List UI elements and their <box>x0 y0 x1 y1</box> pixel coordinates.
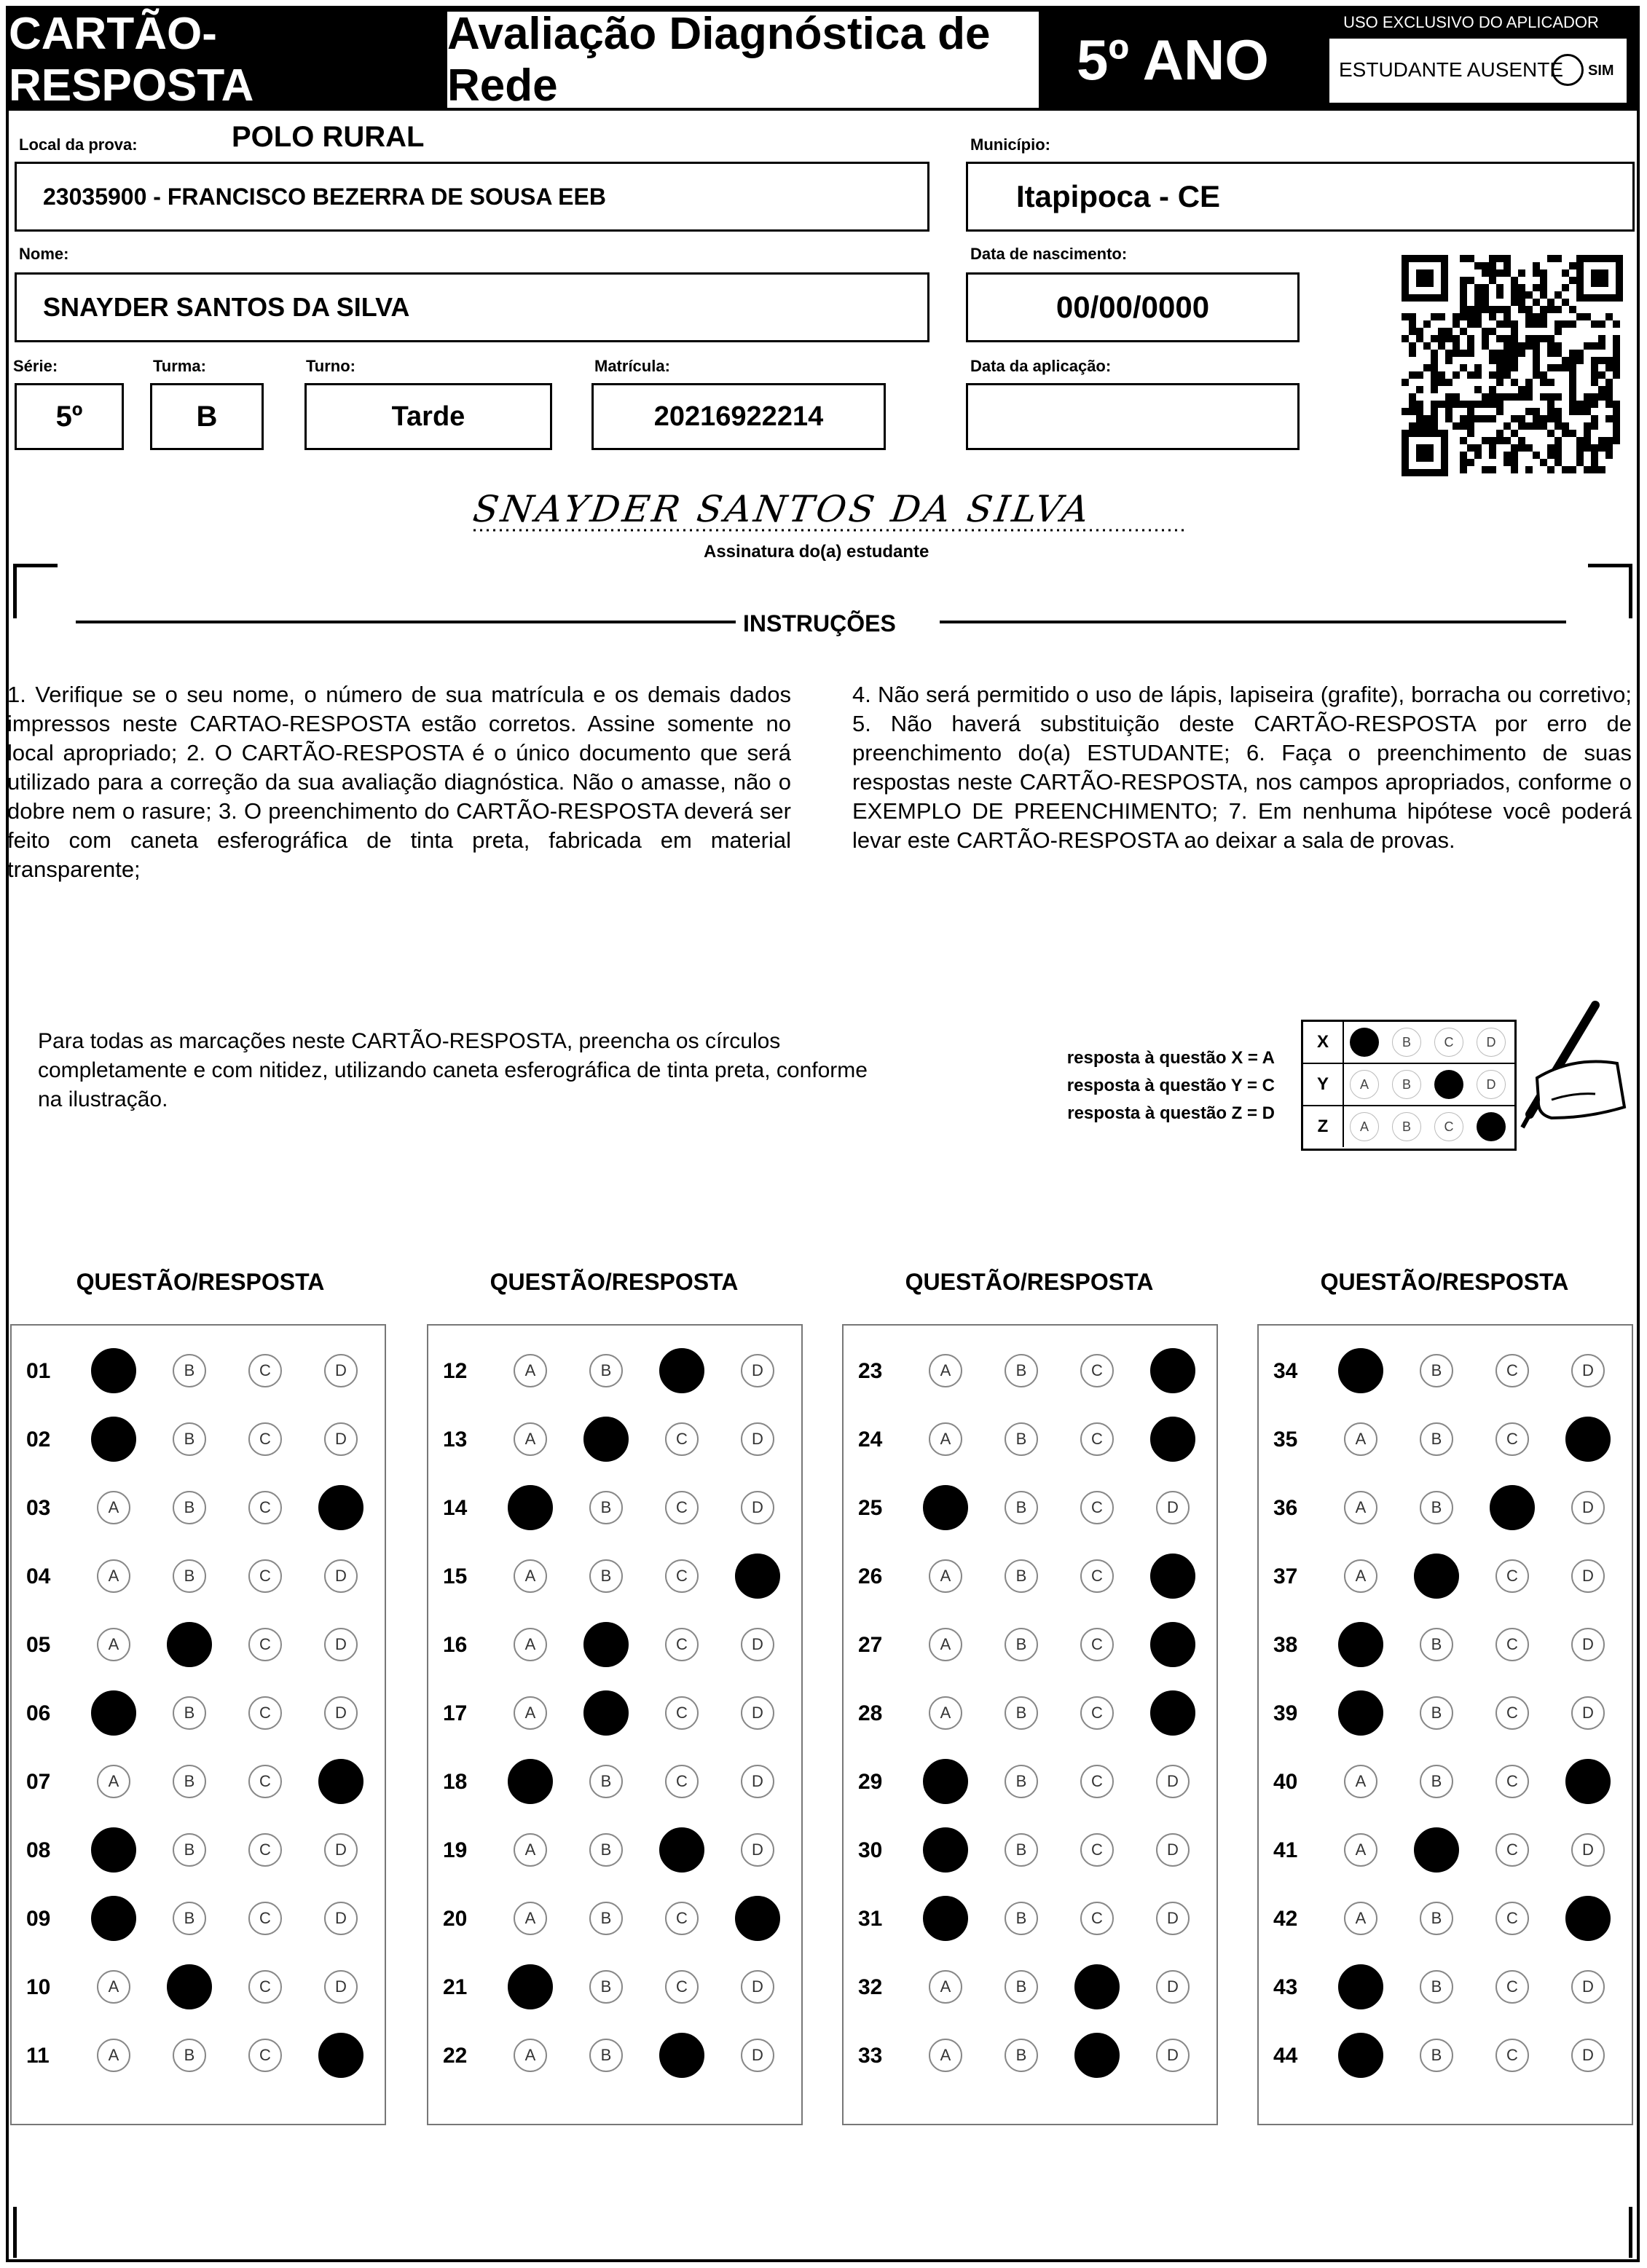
instructions-title: INSTRUÇÕES <box>743 610 896 637</box>
example-bubble-b: B <box>1392 1028 1421 1057</box>
answer-bubble-c[interactable]: C <box>1080 1833 1114 1867</box>
answer-bubble-d[interactable]: D <box>324 1696 358 1730</box>
question-number: 37 <box>1273 1564 1298 1588</box>
answer-bubble-c[interactable]: C <box>1080 1422 1114 1456</box>
answer-bubble-c[interactable]: C <box>1495 2039 1529 2072</box>
answer-bubble-c[interactable]: C <box>1495 1354 1529 1387</box>
answer-bubble-c[interactable]: C <box>1495 1765 1529 1798</box>
answer-bubble-b[interactable]: B <box>589 1970 623 2004</box>
example-line-y: resposta à questão Y = C <box>1066 1076 1275 1095</box>
corner-bracket-br <box>1588 2207 1632 2258</box>
answer-bubble-c[interactable]: C <box>248 1559 282 1593</box>
answer-bubble-a[interactable]: A <box>1344 1491 1377 1524</box>
applicator-label: USO EXCLUSIVO DO APLICADOR <box>1343 13 1599 31</box>
class-label: Turma: <box>153 357 206 375</box>
qr-finder-tr <box>1576 255 1623 302</box>
answer-bubble-c[interactable]: C <box>248 1422 282 1456</box>
example-bubble-c: C <box>1434 1028 1463 1057</box>
answer-bubble-d[interactable]: D <box>1571 1491 1605 1524</box>
example-row <box>1303 1106 1514 1149</box>
answer-bubble-a[interactable] <box>1338 1348 1383 1393</box>
answer-bubble-d[interactable]: D <box>741 1833 774 1867</box>
question-number: 21 <box>443 1975 468 1999</box>
answer-bubble-d[interactable]: D <box>324 1970 358 2004</box>
answer-bubble-b[interactable]: B <box>1420 1970 1453 2004</box>
answer-bubble-c[interactable]: C <box>248 1696 282 1730</box>
absent-label: ESTUDANTE AUSENTE <box>1339 58 1564 81</box>
answer-bubble-a[interactable]: A <box>514 1559 547 1593</box>
example-row <box>1303 1022 1514 1064</box>
example-row-label: Z <box>1303 1106 1344 1147</box>
answer-bubble-a[interactable]: A <box>97 1628 130 1661</box>
answer-bubble-a[interactable]: A <box>929 1970 962 2004</box>
answer-bubble-d[interactable] <box>1565 1896 1611 1941</box>
answer-bubble-b[interactable]: B <box>1420 1696 1453 1730</box>
answer-bubble-d[interactable]: D <box>1156 1970 1190 2004</box>
grade-label: 5º ANO <box>1042 9 1304 111</box>
answer-bubble-c[interactable] <box>1074 2033 1120 2078</box>
answer-bubble-d[interactable]: D <box>1156 1765 1190 1798</box>
answer-bubble-d[interactable] <box>1150 1417 1195 1462</box>
answer-bubble-a[interactable] <box>923 1896 968 1941</box>
example-bubble-d: D <box>1477 1070 1506 1099</box>
answer-bubble-a[interactable] <box>1338 1622 1383 1667</box>
answer-bubble-d[interactable] <box>1150 1554 1195 1599</box>
answer-bubble-b[interactable]: B <box>1420 1628 1453 1661</box>
answer-bubble-a[interactable]: A <box>514 1354 547 1387</box>
answer-bubble-d[interactable]: D <box>324 1833 358 1867</box>
answer-bubble-a[interactable]: A <box>97 1559 130 1593</box>
series-value: 5º <box>55 400 83 433</box>
answer-bubble-b[interactable] <box>583 1622 629 1667</box>
apply-field <box>966 383 1300 450</box>
question-number: 44 <box>1273 2044 1298 2068</box>
answer-bubble-b[interactable]: B <box>1005 1628 1038 1661</box>
answer-bubble-d[interactable] <box>1150 1348 1195 1393</box>
answer-bubble-b[interactable] <box>583 1417 629 1462</box>
question-number: 17 <box>443 1701 468 1725</box>
answer-bubble-a[interactable]: A <box>1344 1559 1377 1593</box>
absent-yes: SIM <box>1588 63 1614 79</box>
enroll-value: 20216922214 <box>653 401 824 432</box>
school-field <box>15 162 929 232</box>
answer-bubble-c[interactable]: C <box>1080 1765 1114 1798</box>
question-number: 02 <box>26 1428 51 1452</box>
answer-bubble-b[interactable]: B <box>173 1765 206 1798</box>
answer-bubble-b[interactable]: B <box>1005 1559 1038 1593</box>
answer-bubble-b[interactable]: B <box>589 1559 623 1593</box>
corner-bracket-bl <box>13 2207 58 2258</box>
answer-bubble-a[interactable]: A <box>929 1559 962 1593</box>
example-bubble-a: A <box>1350 1070 1379 1099</box>
name-field <box>15 272 929 342</box>
name-value: SNAYDER SANTOS DA SILVA <box>43 292 410 322</box>
question-number: 23 <box>858 1359 883 1383</box>
instructions-right: 4. Não será permitido o uso de lápis, lapiseira (grafite), borracha ou corretivo; 5. Não haverá substituição deste CARTÃO-RESPOSTA por erro de preenchimento do(a) ESTUDANTE; 6. Faça o preenchimento de suas respostas neste CARTÃO-RESPOSTA, nos campos apropriados, conforme o EXEMPLO DE PREENCHIMENTO; 7. Em nenhuma hipótese você poderá levar este CARTÃO-RESPOSTA ao deixar a sala de provas. <box>852 682 1632 853</box>
answer-bubble-c[interactable]: C <box>665 1628 699 1661</box>
instructions-rule-right <box>940 621 1566 623</box>
answer-bubble-b[interactable] <box>167 1622 212 1667</box>
shift-value: Tarde <box>391 401 465 432</box>
answer-bubble-b[interactable]: B <box>589 1354 623 1387</box>
answer-bubble-b[interactable] <box>167 1964 212 2009</box>
example-grid <box>1301 1020 1517 1151</box>
series-label: Série: <box>13 357 58 375</box>
question-number: 30 <box>858 1838 883 1862</box>
example-bubble-a <box>1350 1028 1379 1057</box>
answer-bubble-a[interactable]: A <box>929 1422 962 1456</box>
answer-bubble-c[interactable]: C <box>1495 1628 1529 1661</box>
answer-bubble-d[interactable]: D <box>1156 1491 1190 1524</box>
answer-bubble-b[interactable] <box>1414 1554 1459 1599</box>
answer-bubble-c[interactable]: C <box>665 1422 699 1456</box>
answer-bubble-a[interactable] <box>923 1485 968 1530</box>
question-number: 11 <box>26 2044 50 2068</box>
answer-bubble-d[interactable] <box>318 1485 363 1530</box>
signature-label: Assinatura do(a) estudante <box>704 542 929 562</box>
answer-bubble-c[interactable]: C <box>248 1354 282 1387</box>
card-title: CARTÃO-RESPOSTA <box>9 9 444 111</box>
shift-field <box>304 383 552 450</box>
answer-bubble-a[interactable] <box>508 1964 553 2009</box>
answer-bubble-b[interactable]: B <box>173 2039 206 2072</box>
answer-bubble-b[interactable]: B <box>173 1902 206 1935</box>
location-region: POLO RURAL <box>232 121 425 153</box>
answer-bubble-c[interactable]: C <box>248 1491 282 1524</box>
name-label: Nome: <box>19 245 69 263</box>
question-number: 32 <box>858 1975 883 1999</box>
answer-bubble-a[interactable]: A <box>1344 1833 1377 1867</box>
answer-bubble-c[interactable]: C <box>1080 1696 1114 1730</box>
answer-bubble-d[interactable] <box>1565 1759 1611 1804</box>
pen-hand-illustration <box>1486 991 1632 1151</box>
answer-bubble-c[interactable]: C <box>248 2039 282 2072</box>
answer-bubble-b[interactable]: B <box>173 1422 206 1456</box>
answer-bubble-c[interactable]: C <box>248 1628 282 1661</box>
answer-bubble-d[interactable]: D <box>324 1902 358 1935</box>
example-bubble-d: D <box>1477 1028 1506 1057</box>
question-number: 18 <box>443 1770 468 1794</box>
answer-bubble-d[interactable]: D <box>741 1970 774 2004</box>
answer-bubble-b[interactable]: B <box>1005 1491 1038 1524</box>
absent-bubble[interactable] <box>1552 54 1584 86</box>
question-number: 05 <box>26 1633 51 1657</box>
answer-bubble-d[interactable]: D <box>1571 1354 1605 1387</box>
answer-bubble-c[interactable]: C <box>1495 1422 1529 1456</box>
answer-bubble-c[interactable]: C <box>248 1970 282 2004</box>
answer-bubble-a[interactable] <box>923 1827 968 1873</box>
answer-bubble-c[interactable]: C <box>1080 1491 1114 1524</box>
answer-bubble-d[interactable] <box>1565 1417 1611 1462</box>
answer-bubble-c[interactable]: C <box>1495 1696 1529 1730</box>
qr-code <box>1399 252 1626 479</box>
answer-bubble-d[interactable]: D <box>741 1628 774 1661</box>
answer-bubble-a[interactable]: A <box>514 2039 547 2072</box>
qr-finder-tl <box>1402 255 1448 302</box>
answer-bubble-a[interactable]: A <box>514 1628 547 1661</box>
answer-bubble-b[interactable]: B <box>1005 1970 1038 2004</box>
answer-bubble-b[interactable]: B <box>1005 1902 1038 1935</box>
answer-bubble-a[interactable]: A <box>97 1765 130 1798</box>
answer-bubble-d[interactable]: D <box>741 1422 774 1456</box>
answer-bubble-b[interactable]: B <box>1005 1765 1038 1798</box>
question-number: 04 <box>26 1564 51 1588</box>
answer-bubble-d[interactable] <box>735 1554 780 1599</box>
question-number: 38 <box>1273 1633 1298 1657</box>
question-number: 22 <box>443 2044 468 2068</box>
answer-bubble-d[interactable] <box>318 1759 363 1804</box>
column-title-4: QUESTÃO/RESPOSTA <box>1320 1269 1569 1295</box>
answer-bubble-d[interactable] <box>735 1896 780 1941</box>
answer-bubble-d[interactable]: D <box>1156 1833 1190 1867</box>
answer-bubble-c[interactable]: C <box>1080 1559 1114 1593</box>
answer-bubble-c[interactable]: C <box>1080 1354 1114 1387</box>
answer-bubble-d[interactable]: D <box>1571 1559 1605 1593</box>
answer-bubble-c[interactable]: C <box>665 1765 699 1798</box>
answer-bubble-a[interactable]: A <box>514 1696 547 1730</box>
city-label: Município: <box>970 135 1050 154</box>
answer-bubble-a[interactable] <box>508 1759 553 1804</box>
question-number: 03 <box>26 1496 51 1520</box>
answer-bubble-a[interactable] <box>91 1417 136 1462</box>
answer-bubble-a[interactable]: A <box>1344 1422 1377 1456</box>
answer-bubble-b[interactable]: B <box>589 1491 623 1524</box>
answer-bubble-b[interactable]: B <box>173 1354 206 1387</box>
answer-bubble-d[interactable]: D <box>1571 1696 1605 1730</box>
exam-title: Avaliação Diagnóstica de Rede <box>444 9 1042 111</box>
answer-bubble-c[interactable] <box>659 1348 704 1393</box>
answer-bubble-a[interactable]: A <box>514 1902 547 1935</box>
question-number: 33 <box>858 2044 883 2068</box>
answer-bubble-b[interactable]: B <box>1420 2039 1453 2072</box>
answer-bubble-b[interactable]: B <box>1005 1696 1038 1730</box>
answer-bubble-d[interactable]: D <box>1571 2039 1605 2072</box>
answer-bubble-a[interactable] <box>1338 1964 1383 2009</box>
example-line-x: resposta à questão X = A <box>1066 1048 1275 1068</box>
question-number: 09 <box>26 1907 51 1931</box>
question-number: 29 <box>858 1770 883 1794</box>
corner-bracket-tr <box>1588 564 1632 618</box>
example-row-label: X <box>1303 1022 1344 1063</box>
answer-bubble-b[interactable]: B <box>1005 1354 1038 1387</box>
answer-bubble-a[interactable]: A <box>97 1491 130 1524</box>
answer-bubble-c[interactable]: C <box>1495 1902 1529 1935</box>
birth-field <box>966 272 1300 342</box>
example-bubble-b: B <box>1392 1112 1421 1141</box>
question-number: 42 <box>1273 1907 1298 1931</box>
question-number: 41 <box>1273 1838 1298 1862</box>
answer-bubble-a[interactable]: A <box>929 1628 962 1661</box>
answer-bubble-b[interactable]: B <box>589 1902 623 1935</box>
answer-bubble-c[interactable]: C <box>665 1559 699 1593</box>
answer-bubble-c[interactable]: C <box>665 1902 699 1935</box>
birth-value: 00/00/0000 <box>1056 290 1210 324</box>
question-number: 16 <box>443 1633 468 1657</box>
answer-bubble-c[interactable]: C <box>1080 1902 1114 1935</box>
answer-bubble-d[interactable]: D <box>741 1696 774 1730</box>
answer-bubble-d[interactable]: D <box>741 1765 774 1798</box>
instructions-rule-left <box>76 621 736 623</box>
question-number: 39 <box>1273 1701 1298 1725</box>
example-row <box>1303 1064 1514 1106</box>
fill-note: Para todas as marcações neste CARTÃO-RESPOSTA, preencha os círculos completamente e com nitidez, utilizando caneta esferográfica de tinta preta, conforme na ilustração. <box>38 1029 868 1111</box>
answer-bubble-b[interactable] <box>583 1690 629 1736</box>
answer-bubble-a[interactable] <box>923 1759 968 1804</box>
question-number: 26 <box>858 1564 883 1588</box>
answer-bubble-a[interactable] <box>91 1827 136 1873</box>
answer-bubble-a[interactable]: A <box>514 1833 547 1867</box>
example-line-z: resposta à questão Z = D <box>1067 1103 1275 1123</box>
question-number: 13 <box>443 1428 468 1452</box>
answer-bubble-b[interactable]: B <box>589 2039 623 2072</box>
answer-bubble-b[interactable] <box>1414 1827 1459 1873</box>
example-lines <box>1034 1044 1275 1127</box>
question-number: 35 <box>1273 1428 1298 1452</box>
question-number: 12 <box>443 1359 468 1383</box>
answer-bubble-d[interactable]: D <box>324 1628 358 1661</box>
answer-bubble-b[interactable]: B <box>589 1833 623 1867</box>
apply-label: Data da aplicação: <box>970 357 1112 375</box>
answer-bubble-a[interactable]: A <box>514 1422 547 1456</box>
answer-bubble-b[interactable]: B <box>1420 1422 1453 1456</box>
question-number: 08 <box>26 1838 51 1862</box>
city-value: Itapipoca - CE <box>1016 179 1221 213</box>
answer-bubble-c[interactable]: C <box>665 1970 699 2004</box>
example-bubble-c: C <box>1434 1112 1463 1141</box>
answer-bubble-a[interactable] <box>91 1348 136 1393</box>
corner-bracket-tl <box>13 564 58 618</box>
question-number: 07 <box>26 1770 51 1794</box>
question-number: 27 <box>858 1633 883 1657</box>
answer-bubble-c[interactable] <box>1490 1485 1535 1530</box>
answer-bubble-a[interactable]: A <box>97 2039 130 2072</box>
signature-value: SNAYDER SANTOS DA SILVA <box>470 488 1095 530</box>
question-number: 24 <box>858 1428 883 1452</box>
answer-bubble-c[interactable] <box>659 1827 704 1873</box>
column-title-3: QUESTÃO/RESPOSTA <box>905 1269 1154 1295</box>
birth-label: Data de nascimento: <box>970 245 1128 263</box>
question-number: 36 <box>1273 1496 1298 1520</box>
answer-bubble-c[interactable]: C <box>248 1902 282 1935</box>
question-number: 34 <box>1273 1359 1298 1383</box>
answer-bubble-c[interactable]: C <box>665 1491 699 1524</box>
answer-bubble-c[interactable] <box>659 2033 704 2078</box>
answer-bubble-a[interactable]: A <box>929 1354 962 1387</box>
answer-bubble-d[interactable]: D <box>1156 1902 1190 1935</box>
answer-bubble-d[interactable] <box>1150 1690 1195 1736</box>
answer-bubble-d[interactable]: D <box>324 1559 358 1593</box>
answer-bubble-a[interactable]: A <box>1344 1765 1377 1798</box>
location-label: Local da prova: <box>19 135 138 154</box>
school-value: 23035900 - FRANCISCO BEZERRA DE SOUSA EEB <box>43 183 606 210</box>
answer-bubble-c[interactable]: C <box>1495 1970 1529 2004</box>
answer-bubble-d[interactable]: D <box>1571 1833 1605 1867</box>
question-number: 14 <box>443 1496 468 1520</box>
class-field <box>150 383 264 450</box>
answer-bubble-d[interactable]: D <box>1571 1970 1605 2004</box>
question-number: 20 <box>443 1907 468 1931</box>
answer-bubble-c[interactable]: C <box>1495 1559 1529 1593</box>
answer-bubble-a[interactable] <box>91 1896 136 1941</box>
example-bubble-c <box>1434 1070 1463 1099</box>
answer-bubble-c[interactable]: C <box>665 1696 699 1730</box>
answer-bubble-c[interactable]: C <box>248 1765 282 1798</box>
answer-bubble-d[interactable]: D <box>1571 1628 1605 1661</box>
answer-bubble-a[interactable]: A <box>929 2039 962 2072</box>
answer-bubble-d[interactable]: D <box>741 1354 774 1387</box>
column-title-1: QUESTÃO/RESPOSTA <box>76 1269 325 1295</box>
qr-finder-bl <box>1402 430 1448 476</box>
answer-bubble-c[interactable]: C <box>1080 1628 1114 1661</box>
answer-bubble-b[interactable]: B <box>589 1765 623 1798</box>
answer-bubble-a[interactable]: A <box>929 1696 962 1730</box>
answer-bubble-b[interactable]: B <box>1420 1902 1453 1935</box>
answer-bubble-b[interactable]: B <box>173 1559 206 1593</box>
column-title-2: QUESTÃO/RESPOSTA <box>490 1269 739 1295</box>
city-field <box>966 162 1635 232</box>
answer-bubble-d[interactable]: D <box>1156 2039 1190 2072</box>
answer-bubble-d[interactable]: D <box>324 1354 358 1387</box>
question-number: 28 <box>858 1701 883 1725</box>
series-field <box>15 383 124 450</box>
answer-bubble-b[interactable]: B <box>173 1833 206 1867</box>
enroll-field <box>591 383 886 450</box>
answer-bubble-d[interactable] <box>318 2033 363 2078</box>
answer-bubble-c[interactable]: C <box>1495 1833 1529 1867</box>
answer-bubble-c[interactable] <box>1074 1964 1120 2009</box>
answer-bubble-b[interactable]: B <box>173 1491 206 1524</box>
answer-bubble-a[interactable]: A <box>1344 1902 1377 1935</box>
example-row-label: Y <box>1303 1064 1344 1105</box>
answer-bubble-b[interactable]: B <box>1420 1765 1453 1798</box>
example-bubble-b: B <box>1392 1070 1421 1099</box>
class-value: B <box>196 400 218 433</box>
answer-bubble-a[interactable] <box>508 1485 553 1530</box>
instructions-left: 1. Verifique se o seu nome, o número de sua matrícula e os demais dados impressos neste CARTAO-RESPOSTA estão corretos. Assine somente no local apropriado; 2. O CARTÃO-RESPOSTA é o único documento que será utilizado para a correção da sua avaliação diagnóstica. Não o amasse, não o dobre nem o rasure; 3. O preenchimento do CARTÃO-RESPOSTA deverá ser feito com caneta esferográfica de tinta preta, fabricada em material transparente; <box>7 682 791 882</box>
question-number: 10 <box>26 1975 51 1999</box>
question-number: 43 <box>1273 1975 1298 1999</box>
answer-bubble-d[interactable]: D <box>741 1491 774 1524</box>
example-bubble-a: A <box>1350 1112 1379 1141</box>
answer-bubble-c[interactable]: C <box>248 1833 282 1867</box>
question-number: 31 <box>858 1907 883 1931</box>
enroll-label: Matrícula: <box>594 357 670 375</box>
answer-bubble-a[interactable]: A <box>97 1970 130 2004</box>
question-number: 19 <box>443 1838 468 1862</box>
answer-bubble-d[interactable] <box>1150 1622 1195 1667</box>
answer-bubble-a[interactable] <box>1338 1690 1383 1736</box>
answer-bubble-b[interactable]: B <box>1005 1833 1038 1867</box>
question-number: 25 <box>858 1496 883 1520</box>
question-number: 40 <box>1273 1770 1298 1794</box>
answer-bubble-b[interactable]: B <box>1420 1491 1453 1524</box>
answer-bubble-d[interactable]: D <box>324 1422 358 1456</box>
question-number: 06 <box>26 1701 51 1725</box>
shift-label: Turno: <box>306 357 356 375</box>
question-number: 01 <box>26 1359 51 1383</box>
answer-bubble-b[interactable]: B <box>1420 1354 1453 1387</box>
question-number: 15 <box>443 1564 468 1588</box>
answer-bubble-a[interactable] <box>1338 2033 1383 2078</box>
answer-bubble-d[interactable]: D <box>741 2039 774 2072</box>
answer-bubble-b[interactable]: B <box>1005 2039 1038 2072</box>
answer-bubble-b[interactable]: B <box>173 1696 206 1730</box>
answer-bubble-b[interactable]: B <box>1005 1422 1038 1456</box>
answer-bubble-a[interactable] <box>91 1690 136 1736</box>
